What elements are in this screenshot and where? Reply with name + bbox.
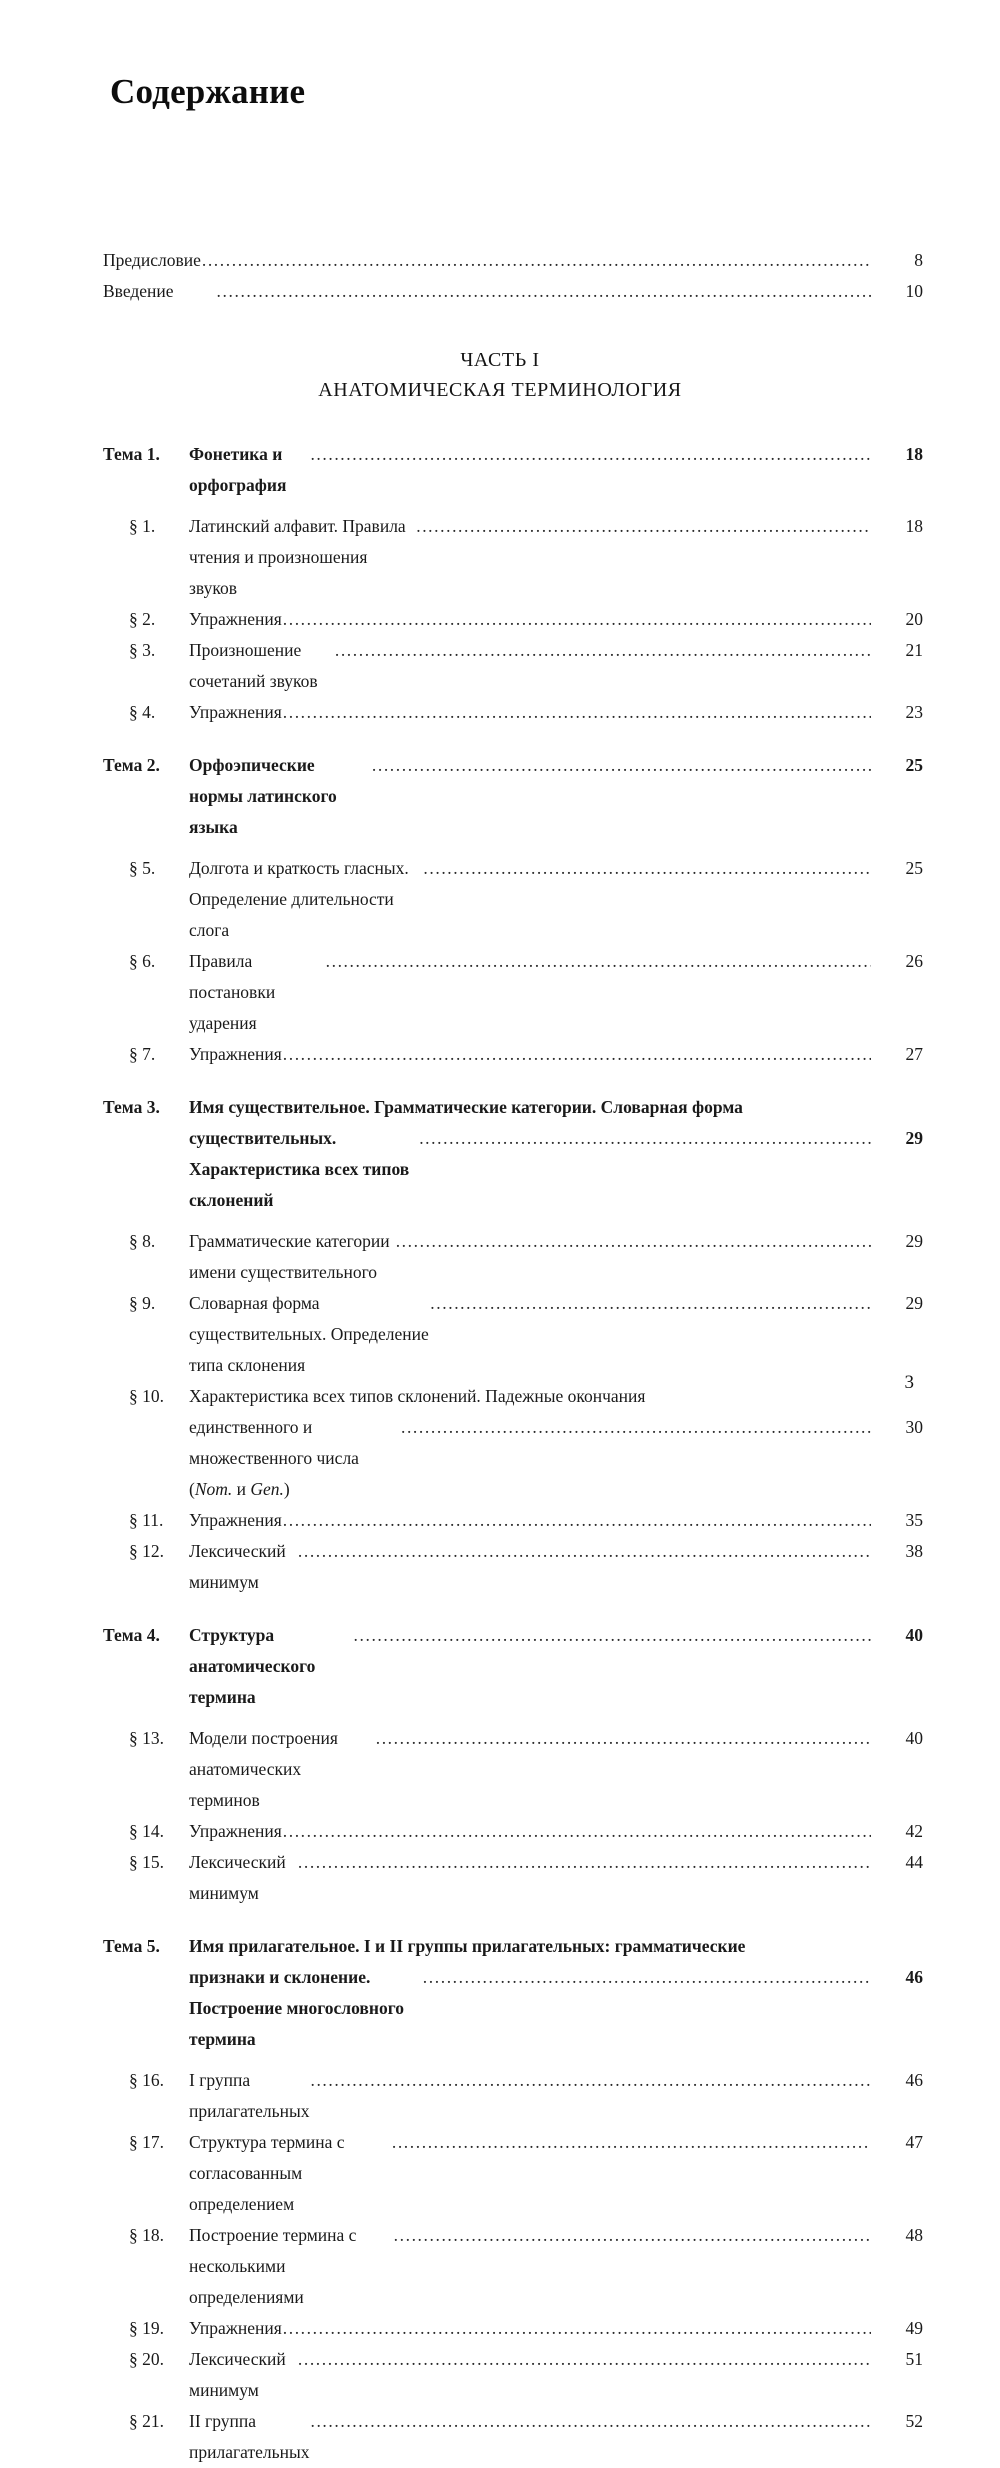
toc-entry-body — [189, 750, 923, 843]
leader-dots — [335, 635, 871, 666]
paragraph-page: 38 — [905, 1541, 923, 1561]
paragraph-page: 23 — [905, 702, 923, 722]
leader-dots — [298, 2344, 871, 2375]
leader-dots — [283, 697, 871, 728]
toc-entry-preface[interactable] — [103, 245, 923, 276]
paragraph-number: § 15. — [129, 1852, 164, 1872]
theme-page: 18 — [905, 444, 923, 464]
leader-dots — [401, 1412, 871, 1443]
paragraph-page: 42 — [905, 1821, 923, 1841]
leader-dots — [416, 511, 871, 542]
paragraph-page: 27 — [905, 1044, 923, 1064]
paragraph-title: Словарная форма существительных. Определение типа склонения — [189, 1293, 429, 1375]
paragraph-page: 30 — [905, 1417, 923, 1437]
paragraph-title: Грамматические категории имени существительного — [189, 1231, 390, 1282]
theme-title-line-2: существительных. Характеристика всех типов склонений — [189, 1128, 410, 1210]
leader-dots — [423, 1962, 871, 1993]
paragraph-number: § 8. — [129, 1231, 156, 1251]
abbr-genitive: Gen. — [250, 1479, 284, 1499]
leader-dots — [396, 1226, 871, 1257]
paragraph-title: Упражнения — [189, 1044, 282, 1064]
paragraph-title: Лексический минимум — [189, 1541, 286, 1592]
leader-dots — [283, 604, 871, 635]
leader-dots — [430, 1288, 871, 1319]
toc-entry-body — [189, 1381, 923, 1505]
toc-entry-body — [189, 1505, 923, 1536]
line2-suffix: ) — [283, 1479, 290, 1499]
toc-paragraph-entry[interactable] — [103, 2344, 923, 2406]
toc-paragraph-entry[interactable] — [103, 1039, 923, 1070]
toc-paragraph-entry[interactable] — [103, 1505, 923, 1536]
paragraph-number: § 13. — [129, 1728, 164, 1748]
toc-paragraph-entry[interactable] — [103, 697, 923, 728]
part-heading-line-1: ЧАСТЬ I — [460, 349, 540, 371]
theme-number: Тема 4. — [103, 1625, 160, 1645]
toc-entry-body — [189, 2406, 923, 2468]
leader-dots — [283, 2313, 871, 2344]
paragraph-number: § 10. — [129, 1386, 164, 1406]
toc-paragraph-entry[interactable] — [103, 511, 923, 604]
toc-entry-body — [189, 1092, 923, 1216]
theme-title: Фонетика и орфография — [189, 444, 287, 495]
leader-dots — [298, 1536, 871, 1567]
paragraph-title: Построение термина с несколькими определениями — [189, 2225, 357, 2307]
toc-paragraph-entry[interactable] — [103, 1816, 923, 1847]
toc-entry-body — [189, 2313, 923, 2344]
toc-paragraph-entry[interactable] — [103, 2065, 923, 2127]
paragraph-page: 44 — [905, 1852, 923, 1872]
folio-page-number: 3 — [904, 1372, 914, 1393]
toc-theme-heading[interactable] — [103, 1620, 923, 1713]
theme-number: Тема 2. — [103, 755, 160, 775]
theme-title-line-2-row — [189, 1123, 923, 1216]
toc-entry-body — [189, 1226, 923, 1288]
paragraph-number: § 6. — [129, 951, 156, 971]
toc-theme-heading[interactable] — [103, 750, 923, 843]
toc-entry-body — [189, 2344, 923, 2406]
toc-paragraph-entry[interactable] — [103, 604, 923, 635]
toc-entry-body — [189, 1931, 923, 2055]
toc-entry-body — [189, 946, 923, 1039]
leader-dots — [326, 946, 871, 977]
paragraph-title: II группа прилагательных — [189, 2411, 310, 2462]
toc-paragraph-entry[interactable] — [103, 1847, 923, 1909]
paragraph-page: 25 — [905, 858, 923, 878]
leader-dots — [217, 276, 871, 307]
paragraph-number: § 9. — [129, 1293, 156, 1313]
paragraph-number: § 19. — [129, 2318, 164, 2338]
toc-paragraph-entry[interactable] — [103, 635, 923, 697]
paragraph-page: 18 — [905, 516, 923, 536]
paragraph-title: Упражнения — [189, 2318, 282, 2338]
theme-title-line-2: признаки и склонение. Построение многословного термина — [189, 1967, 404, 2049]
leader-dots — [394, 2220, 871, 2251]
paragraph-page: 46 — [905, 2070, 923, 2090]
toc-theme-heading[interactable] — [103, 439, 923, 501]
theme-title-line-2-row — [189, 1962, 923, 2055]
page-title: Содержание — [110, 72, 306, 111]
leader-dots — [202, 245, 871, 276]
toc-paragraph-entry[interactable] — [103, 2127, 923, 2220]
paragraph-title: Упражнения — [189, 609, 282, 629]
part-heading-line-2: АНАТОМИЧЕСКАЯ ТЕРМИНОЛОГИЯ — [318, 379, 682, 401]
toc-entry-body — [189, 853, 923, 946]
paragraph-page: 40 — [905, 1728, 923, 1748]
toc-entry-body — [189, 1288, 923, 1381]
toc-entry-page: 10 — [905, 281, 923, 301]
toc-paragraph-entry[interactable] — [103, 1723, 923, 1816]
line2-conjunction: и — [232, 1479, 251, 1499]
toc-entry-page: 8 — [914, 250, 923, 270]
paragraph-page: 26 — [905, 951, 923, 971]
paragraph-title: Структура термина с согласованным определением — [189, 2132, 345, 2214]
paragraph-title: Модели построения анатомических терминов — [189, 1728, 338, 1810]
theme-title-line-1: Имя существительное. Грамматические категории. Словарная форма — [189, 1097, 743, 1117]
paragraph-title-line-2-row — [189, 1412, 923, 1505]
paragraph-title: I группа прилагательных — [189, 2070, 310, 2121]
toc-entry-label: Предисловие — [103, 250, 201, 270]
paragraph-title: Упражнения — [189, 1510, 282, 1530]
toc-entry-body — [189, 1536, 923, 1598]
paragraph-page: 29 — [905, 1293, 923, 1313]
paragraph-number: § 14. — [129, 1821, 164, 1841]
toc-theme-heading[interactable] — [103, 1092, 923, 1216]
paragraph-number: § 1. — [129, 516, 156, 536]
theme-page: 29 — [905, 1128, 923, 1148]
paragraph-number: § 3. — [129, 640, 156, 660]
toc-entry-body — [189, 439, 923, 501]
paragraph-number: § 5. — [129, 858, 156, 878]
theme-number: Тема 3. — [103, 1097, 160, 1117]
leader-dots — [310, 2065, 871, 2096]
paragraph-title-line-2 — [189, 1412, 400, 1505]
paragraph-page: 29 — [905, 1231, 923, 1251]
paragraph-number: § 12. — [129, 1541, 164, 1561]
toc-entry-body — [189, 604, 923, 635]
toc-entry-body — [189, 2065, 923, 2127]
toc-paragraph-entry[interactable] — [103, 1226, 923, 1288]
leader-dots — [372, 750, 871, 781]
toc-theme-heading[interactable] — [103, 1931, 923, 2055]
theme-title: Структура анатомического термина — [189, 1625, 316, 1707]
theme-page: 46 — [905, 1967, 923, 1987]
leader-dots — [376, 1723, 871, 1754]
paragraph-number: § 20. — [129, 2349, 164, 2369]
leader-dots — [354, 1620, 871, 1651]
paragraph-title: Упражнения — [189, 702, 282, 722]
paragraph-number: § 2. — [129, 609, 156, 629]
toc-entry-introduction[interactable] — [103, 276, 923, 307]
leader-dots — [392, 2127, 871, 2158]
leader-dots — [423, 853, 871, 884]
toc-entry-body — [189, 635, 923, 697]
leader-dots — [310, 439, 871, 470]
theme-number: Тема 1. — [103, 444, 160, 464]
paragraph-number: § 21. — [129, 2411, 164, 2431]
paragraph-page: 20 — [905, 609, 923, 629]
paragraph-title: Упражнения — [189, 1821, 282, 1841]
leader-dots — [298, 1847, 871, 1878]
paragraph-page: 49 — [905, 2318, 923, 2338]
paragraph-title: Произношение сочетаний звуков — [189, 640, 318, 691]
toc-paragraph-entry[interactable] — [103, 2220, 923, 2313]
paragraph-title: Долгота и краткость гласных. Определение длительности слога — [189, 858, 409, 940]
toc-entry-body — [189, 1723, 923, 1816]
paragraph-number: § 16. — [129, 2070, 164, 2090]
toc-paragraph-entry[interactable] — [103, 946, 923, 1039]
paragraph-page: 52 — [905, 2411, 923, 2431]
toc-entry-body — [189, 2127, 923, 2220]
line2-prefix: единственного и множественного числа ( — [189, 1417, 359, 1499]
abbr-nominative: Nom. — [194, 1479, 233, 1499]
paragraph-page: 47 — [905, 2132, 923, 2152]
paragraph-page: 48 — [905, 2225, 923, 2245]
paragraph-page: 35 — [905, 1510, 923, 1530]
paragraph-title: Лексический минимум — [189, 2349, 286, 2400]
toc-entry-body — [189, 1816, 923, 1847]
toc-paragraph-entry[interactable] — [103, 853, 923, 946]
theme-number: Тема 5. — [103, 1936, 160, 1956]
paragraph-number: § 18. — [129, 2225, 164, 2245]
leader-dots — [283, 1039, 871, 1070]
leader-dots — [283, 1505, 871, 1536]
toc-entry-body — [103, 276, 923, 307]
toc-entry-label: Введение — [103, 281, 174, 301]
paragraph-number: § 11. — [129, 1510, 164, 1530]
toc-entry-body — [189, 1620, 923, 1713]
toc-entry-body — [189, 511, 923, 604]
toc-entry-body — [189, 1039, 923, 1070]
paragraph-number: § 7. — [129, 1044, 156, 1064]
toc-paragraph-entry[interactable] — [103, 1536, 923, 1598]
theme-page: 25 — [905, 755, 923, 775]
theme-title-line-1: Имя прилагательное. I и II группы прилагательных: грамматические — [189, 1936, 746, 1956]
paragraph-title: Лексический минимум — [189, 1852, 286, 1903]
toc-list — [0, 245, 1000, 2468]
toc-paragraph-entry[interactable] — [103, 2313, 923, 2344]
toc-entry-body — [189, 1847, 923, 1909]
toc-paragraph-entry[interactable] — [103, 2406, 923, 2468]
toc-paragraph-entry[interactable] — [103, 1288, 923, 1381]
paragraph-number: § 4. — [129, 702, 156, 722]
leader-dots — [310, 2406, 871, 2437]
theme-title: Орфоэпические нормы латинского языка — [189, 755, 337, 837]
paragraph-page: 51 — [905, 2349, 923, 2369]
theme-page: 40 — [905, 1625, 923, 1645]
paragraph-title: Латинский алфавит. Правила чтения и произношения звуков — [189, 516, 406, 598]
toc-paragraph-entry[interactable] — [103, 1381, 923, 1505]
toc-entry-body — [189, 697, 923, 728]
leader-dots — [283, 1816, 871, 1847]
toc-entry-body — [103, 245, 923, 276]
paragraph-number: § 17. — [129, 2132, 164, 2152]
paragraph-page: 21 — [905, 640, 923, 660]
part-heading — [0, 345, 1000, 405]
paragraph-title: Правила постановки ударения — [189, 951, 276, 1033]
toc-entry-body — [189, 2220, 923, 2313]
paragraph-title-line-1: Характеристика всех типов склонений. Падежные окончания — [189, 1386, 646, 1406]
leader-dots — [419, 1123, 871, 1154]
